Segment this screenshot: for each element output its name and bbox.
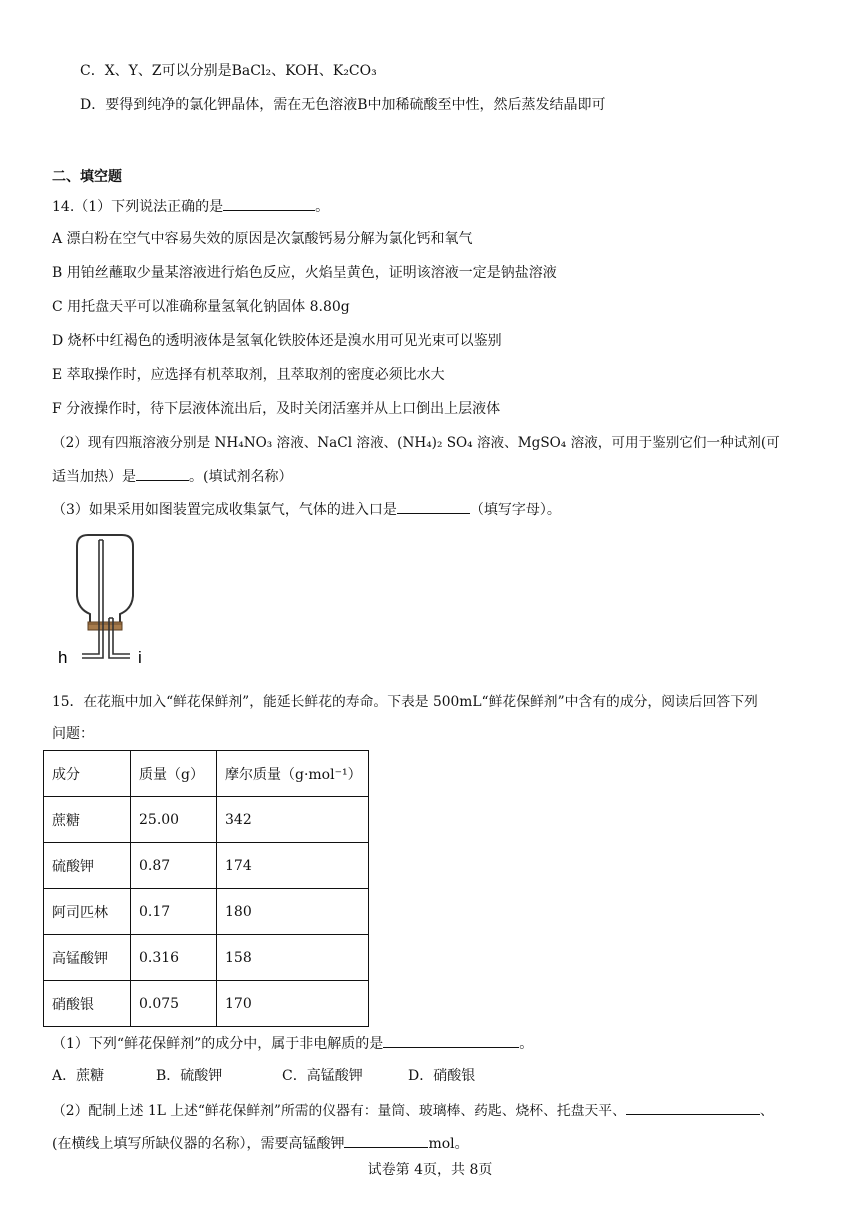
table-cell: 0.87 (131, 843, 217, 889)
q14-part3-suffix: （填写字母）。 (469, 502, 561, 518)
q14-part2-line2 (52, 466, 292, 487)
q13-option-c: C．X、Y、Z可以分别是BaCl₂、KOH、K₂CO₃ (80, 63, 377, 79)
table-cell: 174 (217, 843, 369, 889)
q15-option-a: A．蔗糖 (52, 1068, 105, 1084)
q15-part2-line2-suffix: mol。 (428, 1136, 469, 1152)
table-cell: 170 (217, 981, 369, 1027)
table-header-row (44, 751, 369, 797)
q15-part1 (52, 1033, 533, 1054)
answer-blank[interactable] (136, 466, 189, 481)
q14-part2-line1: （2）现有四瓶溶液分别是 NH₄NO₃ 溶液、NaCl 溶液、(NH₄)₂ SO₄ 溶液、MgSO₄ 溶液，可用于鉴别它们一种试剂(可 (52, 435, 780, 451)
stopper (88, 622, 122, 630)
q15-part2-prefix: （2）配制上述 1L 上述“鲜花保鲜剂”所需的仪器有：量筒、玻璃棒、药匙、烧杯、托盘天平、 (52, 1103, 626, 1119)
section-title: 二、填空题 (52, 169, 122, 185)
answer-blank[interactable] (397, 499, 470, 514)
table-cell: 硝酸银 (44, 981, 131, 1027)
answer-blank[interactable] (626, 1100, 760, 1115)
q14-part3-prefix: （3）如果采用如图装置完成收集氯气，气体的进入口是 (52, 502, 397, 518)
q15-intro-line2: 问题： (52, 726, 94, 742)
page-footer: 试卷第 4页，共 8页 (367, 1162, 493, 1178)
q14-part1-prefix: 14.（1）下列说法正确的是 (52, 199, 224, 215)
table-cell: 342 (217, 797, 369, 843)
q15-part1-options (52, 1066, 475, 1086)
q14-part1-suffix: 。 (315, 199, 330, 215)
ingredients-table (43, 750, 369, 1027)
q14-option-d: D 烧杯中红褐色的透明液体是氢氧化铁胶体还是溴水用可见光束可以鉴别 (52, 333, 502, 349)
q15-option-c: C．高锰酸钾 (282, 1068, 363, 1084)
q15-part2-line2 (52, 1133, 469, 1154)
table-header: 摩尔质量（g·mol⁻¹） (217, 751, 369, 797)
q15-intro-line1: 15．在花瓶中加入“鲜花保鲜剂”，能延长鲜花的寿命。下表是 500mL“鲜花保鲜剂”中含有的成分，阅读后回答下列 (52, 694, 758, 710)
table-cell: 阿司匹林 (44, 889, 131, 935)
q15-option-d: D．硝酸银 (408, 1068, 476, 1084)
q15-part2-suffix: 、 (759, 1103, 774, 1119)
q15-part1-suffix: 。 (519, 1036, 534, 1052)
bottle-outline (77, 535, 133, 624)
table-row (44, 843, 369, 889)
table-cell: 25.00 (131, 797, 217, 843)
label-h: h (58, 648, 68, 667)
q14-option-f: F 分液操作时，待下层液体流出后，及时关闭活塞并从上口倒出上层液体 (52, 401, 501, 417)
table-cell: 0.075 (131, 981, 217, 1027)
q15-part2-line1 (52, 1100, 774, 1121)
q15-part2-line2-prefix: (在横线上填写所缺仪器的名称），需要高锰酸钾 (52, 1136, 345, 1152)
q14-part2-prefix: 适当加热）是 (52, 469, 136, 485)
table-cell: 蔗糖 (44, 797, 131, 843)
table-cell: 180 (217, 889, 369, 935)
table-row (44, 935, 369, 981)
q14-option-b: B 用铂丝蘸取少量某溶液进行焰色反应，火焰呈黄色，证明该溶液一定是钠盐溶液 (52, 265, 557, 281)
q14-option-a: A 漂白粉在空气中容易失效的原因是次氯酸钙易分解为氯化钙和氧气 (52, 231, 473, 247)
table-cell: 0.17 (131, 889, 217, 935)
table-row (44, 889, 369, 935)
q15-option-b: B．硫酸钾 (156, 1068, 223, 1084)
answer-blank[interactable] (344, 1133, 428, 1148)
table-cell: 高锰酸钾 (44, 935, 131, 981)
table-cell: 158 (217, 935, 369, 981)
q14-option-c: C 用托盘天平可以准确称量氢氧化钠固体 8.80g (52, 299, 350, 315)
table-cell: 0.316 (131, 935, 217, 981)
table-header: 质量（g） (131, 751, 217, 797)
table-row (44, 981, 369, 1027)
long-tube (82, 540, 103, 658)
q14-part2-suffix: 。(填试剂名称） (189, 469, 293, 485)
table-header: 成分 (44, 751, 131, 797)
q14-part3 (52, 499, 561, 520)
gas-bottle-diagram (55, 530, 155, 670)
q14-part1 (52, 196, 329, 217)
answer-blank[interactable] (383, 1033, 519, 1048)
table-cell: 硫酸钾 (44, 843, 131, 889)
table-row (44, 797, 369, 843)
answer-blank[interactable] (223, 196, 315, 211)
q14-option-e: E 萃取操作时，应选择有机萃取剂，且萃取剂的密度必须比水大 (52, 367, 445, 383)
label-i: i (138, 648, 142, 667)
q13-option-d: D．要得到纯净的氯化钾晶体，需在无色溶液B中加稀硫酸至中性，然后蒸发结晶即可 (80, 97, 606, 113)
q15-part1-prefix: （1）下列“鲜花保鲜剂”的成分中，属于非电解质的是 (52, 1036, 384, 1052)
